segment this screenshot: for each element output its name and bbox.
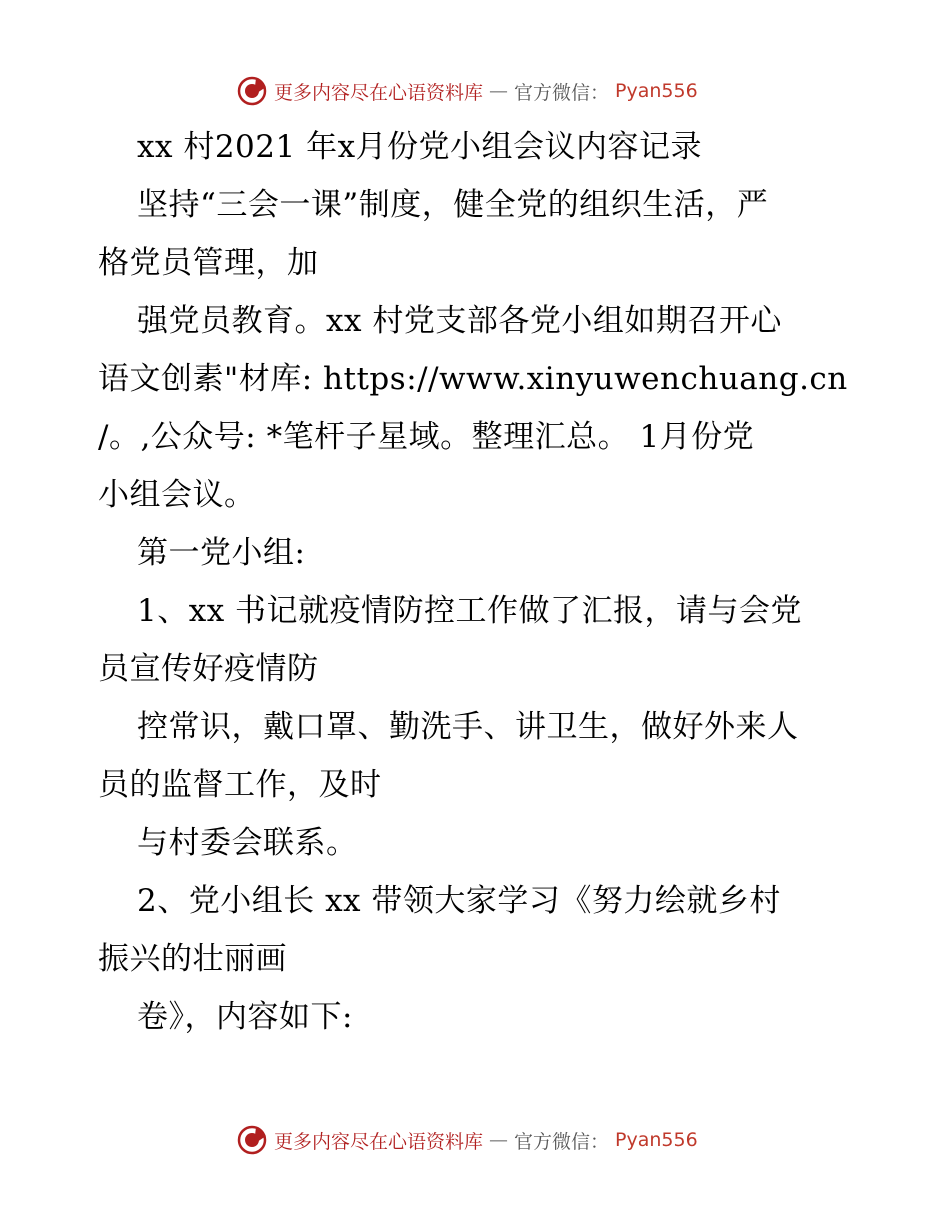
body-line-9: 员宣传好疫情防: [98, 651, 319, 687]
section-heading-group-1: 第一党小组:: [137, 535, 306, 571]
watermark-dash: —: [489, 80, 509, 102]
watermark-brand-text: 更多内容尽在心语资料库: [274, 81, 484, 104]
body-line-2: 格党员管理，加: [98, 245, 319, 281]
watermark-brand-text: 更多内容尽在心语资料库: [274, 1130, 484, 1153]
body-line-1: 坚持“三会一课”制度，健全党的组织生活，严: [137, 187, 769, 223]
watermark-dash: —: [489, 1129, 509, 1151]
body-line-13: 2、党小组长 xx 带领大家学习《努力绘就乡村: [137, 883, 781, 919]
pen-logo-icon: [236, 75, 268, 107]
pen-logo-icon: [236, 1124, 268, 1156]
body-line-8: 1、xx 书记就疫情防控工作做了汇报，请与会党: [137, 593, 803, 629]
body-line-15: 卷》，内容如下:: [137, 999, 353, 1035]
body-line-4: 语文创素"材库: https://www.xinyuwenchuang.cn: [98, 361, 848, 397]
header-watermark: [236, 73, 698, 109]
watermark-wechat-id: Pyan556: [615, 80, 698, 102]
body-line-11: 员的监督工作，及时: [98, 767, 382, 803]
watermark-wechat-id: Pyan556: [615, 1129, 698, 1151]
body-line-14: 振兴的壮丽画: [98, 941, 287, 977]
document-title: xx 村2021 年x月份党小组会议内容记录: [137, 129, 703, 165]
body-line-6: 小组会议。: [98, 477, 256, 513]
body-line-12: 与村委会联系。: [137, 825, 358, 861]
watermark-wechat-label: 官方微信：: [514, 1130, 610, 1153]
watermark-wechat-label: 官方微信：: [514, 81, 610, 104]
body-line-10: 控常识，戴口罩、勤洗手、讲卫生，做好外来人: [137, 709, 799, 745]
body-line-5: /。,公众号: *笔杆子星域。整理汇总。 1月份党: [98, 419, 755, 455]
body-line-3: 强党员教育。xx 村党支部各党小组如期召开心: [137, 303, 782, 339]
footer-watermark: [236, 1122, 698, 1158]
